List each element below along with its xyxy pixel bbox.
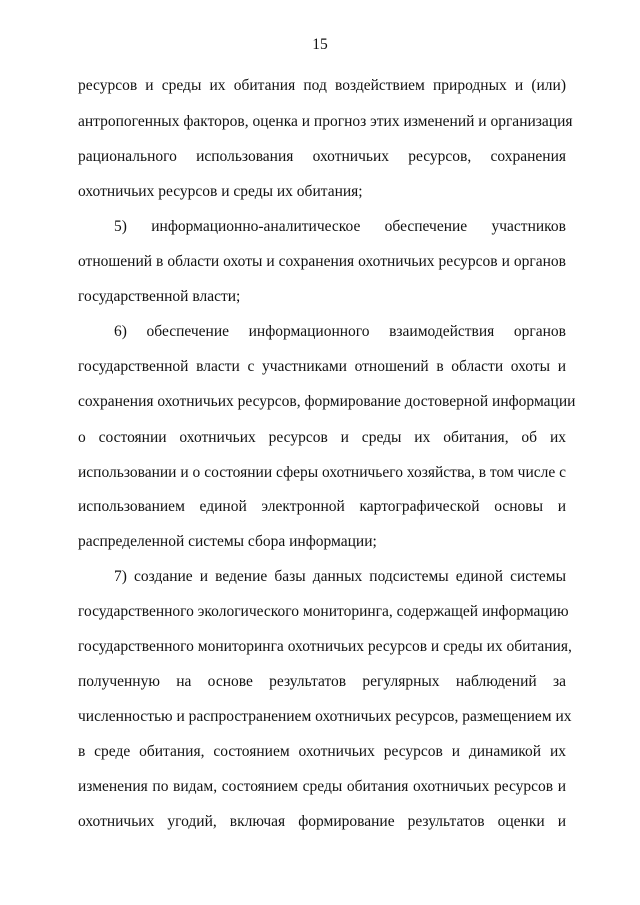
- text-line: государственного экологического мониторинга, содержащей информацию: [78, 603, 569, 620]
- text-line: изменения по видам, состоянием среды обитания охотничьих ресурсов и: [78, 778, 566, 795]
- text-line: государственного мониторинга охотничьих ресурсов и среды их обитания,: [78, 638, 572, 655]
- text-line: государственной власти;: [78, 288, 241, 305]
- text-line: ресурсов и среды их обитания под воздействием природных и (или): [78, 77, 566, 94]
- list-item-5-first-line: 5) информационно-аналитическое обеспечение участников: [114, 218, 566, 235]
- text-line: охотничьих угодий, включая формирование результатов оценки и: [78, 813, 566, 830]
- text-line: в среде обитания, состоянием охотничьих ресурсов и динамикой их: [78, 743, 566, 760]
- list-item-7-first-line: 7) создание и ведение базы данных подсистемы единой системы: [114, 568, 566, 585]
- page-number: 15: [312, 36, 328, 53]
- text-line: о состоянии охотничьих ресурсов и среды их обитания, об их: [78, 429, 566, 446]
- text-line: рационального использования охотничьих ресурсов, сохранения: [78, 148, 566, 165]
- list-item-6-first-line: 6) обеспечение информационного взаимодействия органов: [114, 323, 566, 340]
- text-line: численностью и распространением охотничьих ресурсов, размещением их: [78, 708, 572, 725]
- text-line: охотничьих ресурсов и среды их обитания;: [78, 183, 363, 200]
- text-line: использованием единой электронной картографической основы и: [78, 498, 566, 515]
- text-line: отношений в области охоты и сохранения охотничьих ресурсов и органов: [78, 253, 566, 270]
- text-line: распределенной системы сбора информации;: [78, 533, 377, 550]
- text-line: антропогенных факторов, оценка и прогноз этих изменений и организация: [78, 113, 573, 130]
- text-line: полученную на основе результатов регулярных наблюдений за: [78, 673, 566, 690]
- text-line: сохранения охотничьих ресурсов, формирование достоверной информации: [78, 393, 576, 410]
- text-line: использовании и о состоянии сферы охотничьего хозяйства, в том числе с: [78, 464, 566, 481]
- text-line: государственной власти с участниками отношений в области охоты и: [78, 358, 566, 375]
